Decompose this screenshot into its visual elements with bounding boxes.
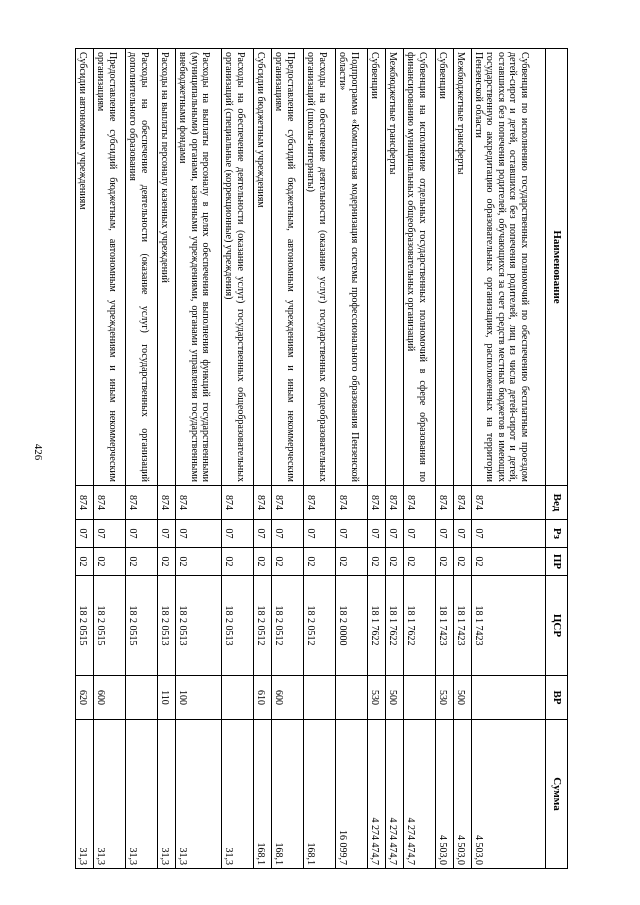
table-row	[254, 49, 272, 869]
cell-name: Субсидии автономным учреждениям	[76, 49, 94, 486]
cell-rz: 07	[254, 520, 272, 548]
cell-csr: 18 2 0513	[158, 576, 176, 676]
cell-pr: 02	[471, 548, 545, 576]
cell-pr: 02	[254, 548, 272, 576]
cell-pr: 02	[368, 548, 386, 576]
cell-csr: 18 1 7622	[403, 576, 435, 676]
cell-pr: 02	[76, 548, 94, 576]
cell-sum: 4 503,0	[435, 720, 453, 869]
cell-sum: 31,3	[126, 720, 158, 869]
cell-rz: 07	[93, 520, 125, 548]
cell-vr: 610	[254, 676, 272, 720]
cell-vr: 500	[453, 676, 471, 720]
cell-name: Подпрограмма «Комплексная модернизация системы профессионального образования Пензенской области»	[335, 49, 367, 486]
budget-table	[75, 48, 568, 869]
cell-rz: 07	[403, 520, 435, 548]
table-header-row	[546, 49, 568, 869]
table-row	[335, 49, 367, 869]
cell-vr: 530	[368, 676, 386, 720]
cell-sum: 168,1	[271, 720, 303, 869]
cell-csr: 18 2 0515	[126, 576, 158, 676]
cell-sum: 4 274 474,7	[385, 720, 403, 869]
cell-name: Субвенция на исполнение отдельных государственных полномочий в сфере образования по финансированию муниципальных общеобразовательных организаций	[403, 49, 435, 486]
cell-ved: 874	[93, 486, 125, 520]
table-row	[93, 49, 125, 869]
cell-vr: 620	[76, 676, 94, 720]
header-sum: Сумма	[546, 720, 568, 869]
cell-csr: 18 1 7423	[471, 576, 545, 676]
cell-sum: 31,3	[158, 720, 176, 869]
table-row	[126, 49, 158, 869]
cell-vr: 100	[175, 676, 221, 720]
cell-rz: 07	[175, 520, 221, 548]
cell-vr: 500	[385, 676, 403, 720]
table-row	[158, 49, 176, 869]
cell-name: Предоставление субсидий бюджетным, автономным учреждениям и иным некоммерческим организациям	[271, 49, 303, 486]
cell-pr: 02	[385, 548, 403, 576]
cell-pr: 02	[158, 548, 176, 576]
cell-ved: 874	[435, 486, 453, 520]
cell-pr: 02	[175, 548, 221, 576]
cell-vr: 600	[271, 676, 303, 720]
cell-rz: 07	[126, 520, 158, 548]
cell-ved: 874	[126, 486, 158, 520]
table-row	[271, 49, 303, 869]
cell-pr: 02	[126, 548, 158, 576]
cell-rz: 07	[385, 520, 403, 548]
header-name: Наименование	[546, 49, 568, 486]
cell-ved: 874	[76, 486, 94, 520]
cell-sum: 168,1	[303, 720, 335, 869]
header-csr: ЦСР	[546, 576, 568, 676]
cell-csr: 18 2 0515	[93, 576, 125, 676]
cell-ved: 874	[335, 486, 367, 520]
table-row	[385, 49, 403, 869]
table-sheet	[75, 48, 568, 868]
cell-vr	[471, 676, 545, 720]
cell-name: Предоставление субсидий бюджетным, автономным учреждениям и иным некоммерческим организациям	[93, 49, 125, 486]
cell-vr	[335, 676, 367, 720]
page-number: 426	[32, 443, 44, 461]
cell-ved: 874	[368, 486, 386, 520]
cell-rz: 07	[453, 520, 471, 548]
cell-sum: 168,1	[254, 720, 272, 869]
cell-name: Межбюджетные трансферты	[385, 49, 403, 486]
header-pr: ПР	[546, 548, 568, 576]
cell-ved: 874	[271, 486, 303, 520]
cell-vr: 530	[435, 676, 453, 720]
cell-ved: 874	[385, 486, 403, 520]
cell-ved: 874	[453, 486, 471, 520]
cell-csr: 18 2 0513	[222, 576, 254, 676]
cell-csr: 18 2 0515	[76, 576, 94, 676]
cell-ved: 874	[303, 486, 335, 520]
cell-sum: 4 274 474,7	[403, 720, 435, 869]
cell-pr: 02	[93, 548, 125, 576]
cell-rz: 07	[76, 520, 94, 548]
cell-pr: 02	[271, 548, 303, 576]
cell-rz: 07	[368, 520, 386, 548]
cell-name: Расходы на обеспечение деятельности (оказание услуг) государственных общеобразовательных организаций (школы-интернаты)	[303, 49, 335, 486]
cell-name: Межбюджетные трансферты	[453, 49, 471, 486]
header-rz: Рз	[546, 520, 568, 548]
table-row	[303, 49, 335, 869]
cell-sum: 31,3	[93, 720, 125, 869]
cell-name: Расходы на выплаты персоналу казенных учреждений	[158, 49, 176, 486]
cell-sum: 16 099,7	[335, 720, 367, 869]
table-row	[368, 49, 386, 869]
cell-sum: 31,3	[76, 720, 94, 869]
cell-name: Субсидии бюджетным учреждениям	[254, 49, 272, 486]
cell-vr	[403, 676, 435, 720]
cell-rz: 07	[222, 520, 254, 548]
cell-csr: 18 2 0513	[175, 576, 221, 676]
cell-csr: 18 1 7622	[385, 576, 403, 676]
cell-csr: 18 1 7622	[368, 576, 386, 676]
cell-pr: 02	[435, 548, 453, 576]
cell-name: Субвенции	[435, 49, 453, 486]
cell-sum: 31,3	[222, 720, 254, 869]
cell-pr: 02	[403, 548, 435, 576]
cell-rz: 07	[303, 520, 335, 548]
cell-vr: 110	[158, 676, 176, 720]
cell-vr: 600	[93, 676, 125, 720]
cell-pr: 02	[335, 548, 367, 576]
cell-ved: 874	[254, 486, 272, 520]
cell-sum: 4 274 474,7	[368, 720, 386, 869]
table-row	[222, 49, 254, 869]
cell-vr	[222, 676, 254, 720]
cell-csr: 18 2 0512	[271, 576, 303, 676]
cell-ved: 874	[471, 486, 545, 520]
cell-csr: 18 2 0512	[254, 576, 272, 676]
cell-name: Субвенция по исполнению государственных полномочий по обеспечению бесплатным проездом детей-сирот и детей, оставшихся без попечения родителей, лиц из числа детей-сирот и детей, оставшихся без попечения родителей, обучающихся за счет средств местных бюджетов в имеющих государственную аккредитацию образовательных организациях, расположенных на территории Пензенской области	[471, 49, 545, 486]
cell-ved: 874	[222, 486, 254, 520]
cell-ved: 874	[403, 486, 435, 520]
rotated-table-frame	[75, 48, 568, 868]
table-body	[76, 49, 546, 869]
table-row	[435, 49, 453, 869]
cell-rz: 07	[158, 520, 176, 548]
cell-ved: 874	[158, 486, 176, 520]
cell-name: Расходы на выплаты персоналу в целях обеспечения выполнения функций государственными (муниципальными) органами, казенными учреждениями, органами управления государственными внебюджетными фондами	[175, 49, 221, 486]
cell-rz: 07	[435, 520, 453, 548]
header-ved: Вед	[546, 486, 568, 520]
table-row	[471, 49, 545, 869]
cell-pr: 02	[453, 548, 471, 576]
cell-csr: 18 2 0000	[335, 576, 367, 676]
cell-sum: 4 503,0	[453, 720, 471, 869]
table-row	[403, 49, 435, 869]
table-row	[76, 49, 94, 869]
header-vr: ВР	[546, 676, 568, 720]
cell-name: Расходы на обеспечение деятельности (оказание услуг) государственных организаций дополнительного образования	[126, 49, 158, 486]
table-row	[175, 49, 221, 869]
cell-name: Расходы на обеспечение деятельности (оказание услуг) государственных общеобразовательных организаций (специальные (коррекционные) учреждения)	[222, 49, 254, 486]
cell-name: Субвенции	[368, 49, 386, 486]
cell-rz: 07	[271, 520, 303, 548]
cell-sum: 4 503,0	[471, 720, 545, 869]
cell-csr: 18 2 0512	[303, 576, 335, 676]
cell-rz: 07	[335, 520, 367, 548]
cell-vr	[126, 676, 158, 720]
cell-vr	[303, 676, 335, 720]
cell-csr: 18 1 7423	[435, 576, 453, 676]
cell-rz: 07	[471, 520, 545, 548]
cell-sum: 31,3	[175, 720, 221, 869]
cell-pr: 02	[222, 548, 254, 576]
cell-ved: 874	[175, 486, 221, 520]
cell-csr: 18 1 7423	[453, 576, 471, 676]
cell-pr: 02	[303, 548, 335, 576]
table-row	[453, 49, 471, 869]
